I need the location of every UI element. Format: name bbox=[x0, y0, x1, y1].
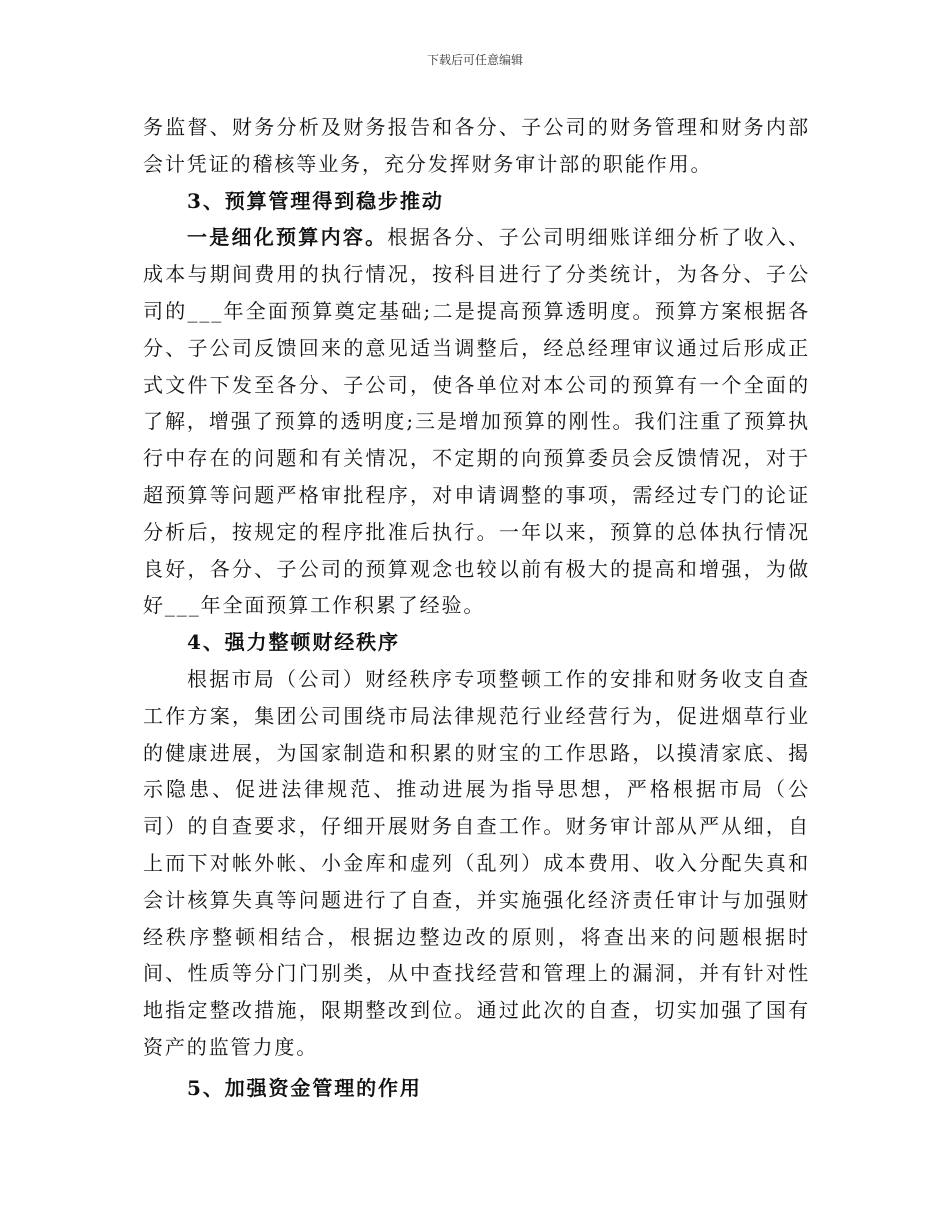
section-3-paragraph bbox=[143, 219, 810, 624]
section-heading-4: 4、强力整顿财经秩序 bbox=[187, 630, 400, 655]
section-3-text: 根据各分、子公司明细账详细分析了收入、成本与期间费用的执行情况，按科目进行了分类统计，为各分、子公司的___年全面预算奠定基础;二是提高预算透明度。预算方案根据各分、子公司反馈回来的意见适当调整后，经总经理审议通过后形成正式文件下发至各分、子公司，使各单位对本公司的预算有一个全面的了解，增强了预算的透明度;三是增加预算的刚性。我们注重了预算执行中存在的问题和有关情况，不定期的向预算委员会反馈情况，对于超预算等问题严格审批程序，对申请调整的事项，需经过专门的论证分析后，按规定的程序批准后执行。一年以来，预算的总体执行情况良好，各分、子公司的预算观念也较以前有极大的提高和增强，为做好___年全面预算工作积累了经验。 bbox=[143, 225, 810, 618]
section-heading-5: 5、加强资金管理的作用 bbox=[187, 1075, 422, 1100]
paragraph-continued: 务监督、财务分析及财务报告和各分、子公司的财务管理和财务内部会计凭证的稽核等业务，充分发挥财务审计部的职能作用。 bbox=[143, 115, 810, 176]
document-body bbox=[143, 109, 810, 1107]
section-4-paragraph: 根据市局（公司）财经秩序专项整顿工作的安排和财务收支自查工作方案，集团公司围绕市局法律规范行业经营行为，促进烟草行业的健康进展，为国家制造和积累的财宝的工作思路，以摸清家底、揭示隐患、促进法律规范、推动进展为指导思想，严格根据市局（公司）的自查要求，仔细开展财务自查工作。财务审计部从严从细，自上而下对帐外帐、小金库和虚列（乱列）成本费用、收入分配失真和会计核算失真等问题进行了自查，并实施强化经济责任审计与加强财经秩序整顿相结合，根据边整边改的原则，将查出来的问题根据时间、性质等分门门别类，从中查找经营和管理上的漏洞，并有针对性地指定整改措施，限期整改到位。通过此次的自查，切实加强了国有资产的监管力度。 bbox=[143, 666, 810, 1059]
section-3-lead: 一是细化预算内容。 bbox=[187, 225, 388, 250]
page-header-note: 下载后可任意编辑 bbox=[426, 53, 523, 67]
section-heading-3: 3、预算管理得到稳步推动 bbox=[187, 188, 444, 213]
